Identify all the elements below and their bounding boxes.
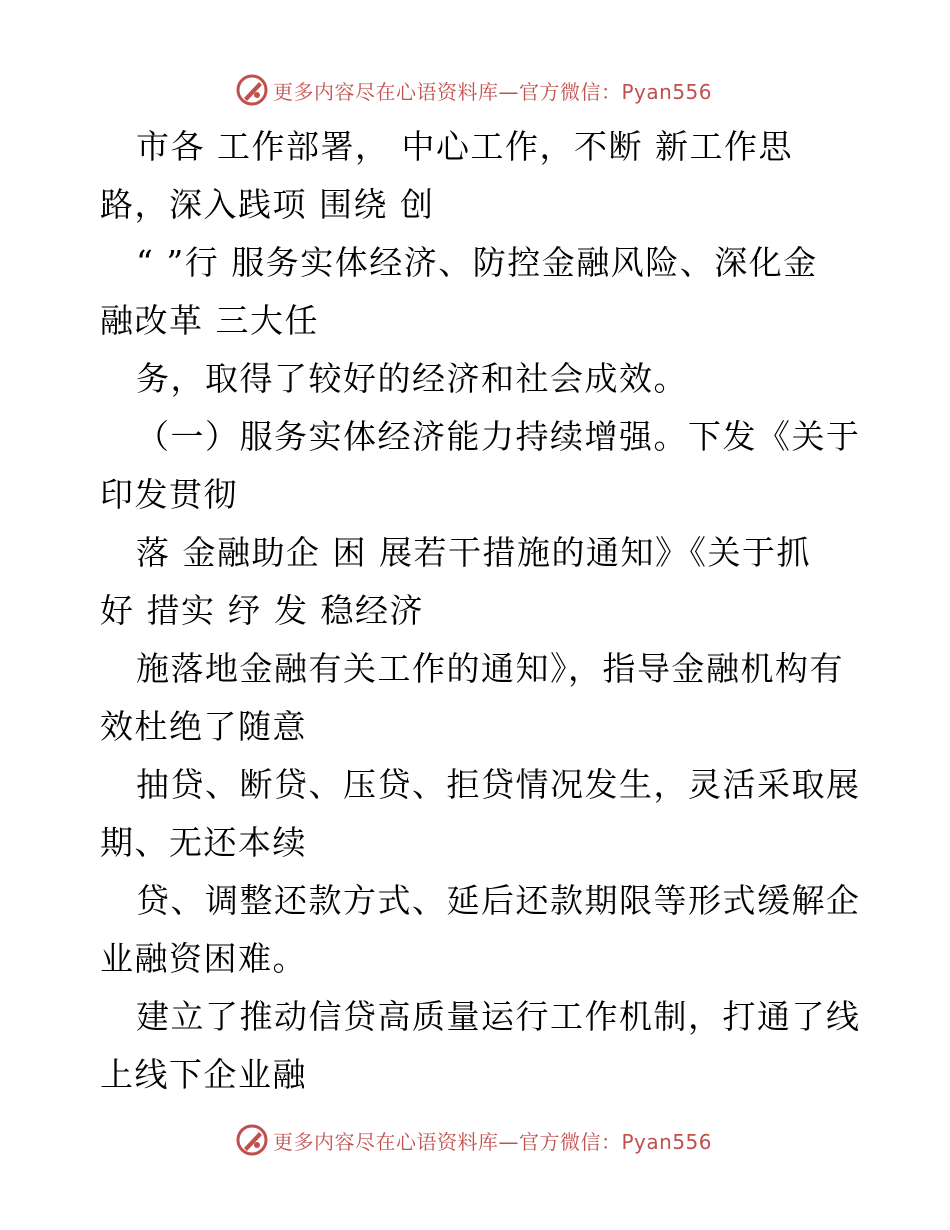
text-line: 抽贷、断贷、压贷、拒贷情况发生，灵活采取展 <box>136 765 861 804</box>
banner-text: 更多内容尽在心语资料库—官方微信：Pyan556 <box>273 79 713 104</box>
document-body <box>100 118 860 1104</box>
pen-seal-icon <box>235 1123 269 1157</box>
text-line: 融改革 三大任 <box>100 301 319 340</box>
text-line: 业融资困难。 <box>100 939 307 978</box>
text-line: 落 金融助企 困 展若干措施的通知》《关于抓 <box>136 533 811 572</box>
footer-watermark-banner <box>235 1120 712 1160</box>
text-line: （一）服务实体经济能力持续增强。下发《关于 <box>136 417 861 456</box>
text-line: 好 措实 纾 发 稳经济 <box>100 591 424 630</box>
text-line: 贷、调整还款方式、延后还款期限等形式缓解企 <box>136 881 861 920</box>
text-line: 施落地金融有关工作的通知》，指导金融机构有 <box>136 649 844 688</box>
text-line: 务，取得了较好的经济和社会成效。 <box>136 359 688 398</box>
banner-text: 更多内容尽在心语资料库—官方微信：Pyan556 <box>273 1129 713 1154</box>
text-line: 上线下企业融 <box>100 1055 307 1094</box>
text-line: 效杜绝了随意 <box>100 707 307 746</box>
text-line: 市各 工作部署， 中心工作，不断 新工作思 <box>136 127 793 166</box>
text-line: 路，深入践项 围绕 创 <box>100 185 435 224</box>
header-watermark-banner <box>235 70 712 110</box>
text-line: “ ”行 服务实体经济、防控金融风险、深化金 <box>136 243 818 282</box>
text-line: 建立了推动信贷高质量运行工作机制，打通了线 <box>136 997 861 1036</box>
pen-seal-icon <box>235 73 269 107</box>
text-line: 期、无还本续 <box>100 823 307 862</box>
text-line: 印发贯彻 <box>100 475 238 514</box>
